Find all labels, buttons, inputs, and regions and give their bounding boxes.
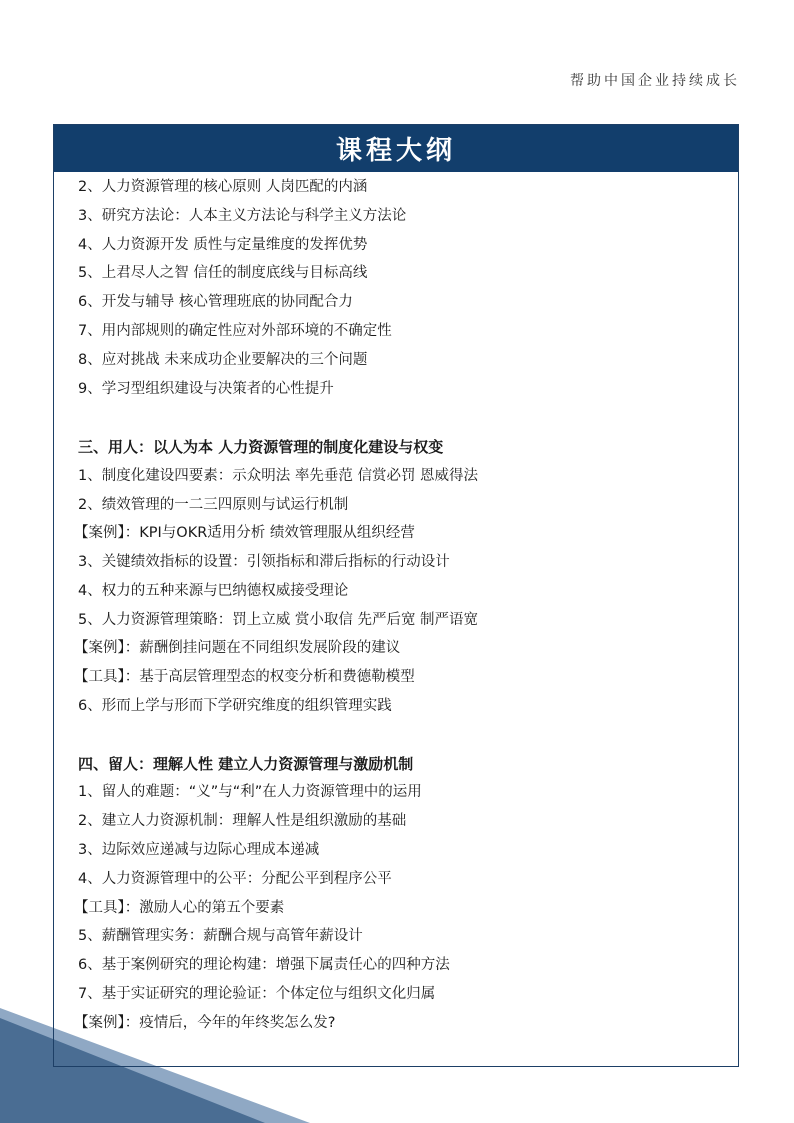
list-item: 1、制度化建设四要素：示众明法 率先垂范 信赏必罚 恩威得法 — [78, 468, 479, 484]
case-item: 【案例】：疫情后，今年的年终奖怎么发? — [74, 1015, 336, 1031]
list-item: 5、薪酬管理实务：薪酬合规与高管年薪设计 — [78, 928, 363, 944]
tool-item: 【工具】：基于高层管理型态的权变分析和费德勒模型 — [74, 669, 415, 685]
outline-panel — [53, 124, 739, 1067]
list-item: 4、权力的五种来源与巴纳德权威接受理论 — [78, 583, 349, 599]
case-item: 【案例】：薪酬倒挂问题在不同组织发展阶段的建议 — [74, 640, 401, 656]
tool-item: 【工具】：激励人心的第五个要素 — [74, 900, 285, 916]
list-item: 7、用内部规则的确定性应对外部环境的不确定性 — [78, 323, 392, 339]
list-item: 2、人力资源管理的核心原则 人岗匹配的内涵 — [78, 179, 368, 195]
list-item: 3、关键绩效指标的设置：引领指标和滞后指标的行动设计 — [78, 554, 450, 570]
panel-header — [54, 125, 738, 172]
panel-title: 课程大纲 — [335, 136, 456, 166]
section-heading-4: 四、留人：理解人性 建立人力资源管理与激励机制 — [78, 755, 414, 773]
list-item: 5、人力资源管理策略：罚上立威 赏小取信 先严后宽 制严语宽 — [78, 612, 479, 628]
list-item: 2、建立人力资源机制：理解人性是组织激励的基础 — [78, 813, 407, 829]
list-item: 6、开发与辅导 核心管理班底的协同配合力 — [78, 294, 353, 310]
list-item: 3、边际效应递减与边际心理成本递减 — [78, 842, 320, 858]
list-item: 6、基于案例研究的理论构建：增强下属责任心的四种方法 — [78, 957, 450, 973]
list-item: 5、上君尽人之智 信任的制度底线与目标高线 — [78, 265, 368, 281]
section-heading-3: 三、用人：以人为本 人力资源管理的制度化建设与权变 — [78, 438, 444, 456]
list-item: 3、研究方法论：人本主义方法论与科学主义方法论 — [78, 208, 407, 224]
list-item: 4、人力资源管理中的公平：分配公平到程序公平 — [78, 871, 392, 887]
list-item: 1、留人的难题：“义”与“利”在人力资源管理中的运用 — [78, 784, 422, 800]
list-item: 8、应对挑战 未来成功企业要解决的三个问题 — [78, 352, 368, 368]
header-tagline: 帮助中国企业持续成长 — [570, 73, 740, 89]
list-item: 4、人力资源开发 质性与定量维度的发挥优势 — [78, 237, 368, 253]
list-item: 7、基于实证研究的理论验证：个体定位与组织文化归属 — [78, 986, 436, 1002]
list-item: 2、绩效管理的一二三四原则与试运行机制 — [78, 497, 349, 513]
case-item: 【案例】：KPI与OKR适用分析 绩效管理服从组织经营 — [74, 525, 415, 541]
list-item: 9、学习型组织建设与决策者的心性提升 — [78, 381, 334, 397]
list-item: 6、形而上学与形而下学研究维度的组织管理实践 — [78, 698, 392, 714]
